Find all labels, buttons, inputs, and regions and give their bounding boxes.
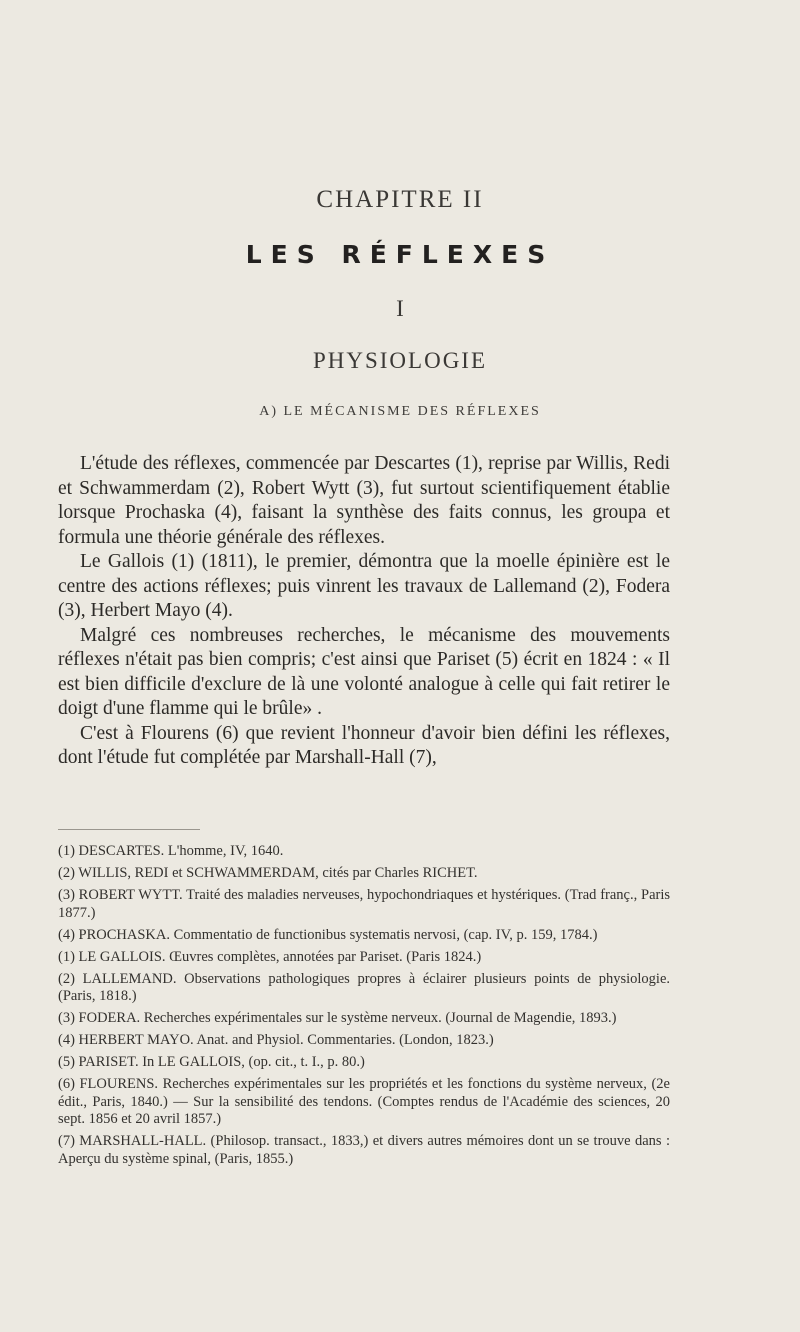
footnote: (7) MARSHALL-HALL. (Philosop. transact., 1833,) et divers autres mémoires dont un se trouve dans : Aperçu du système spinal, (Paris, 1855.) [58, 1133, 670, 1167]
footnote-divider [58, 829, 200, 830]
footnote: (1) DESCARTES. L'homme, IV, 1640. [58, 843, 284, 859]
footnote: (5) PARISET. In LE GALLOIS, (op. cit., t. I., p. 80.) [58, 1054, 365, 1070]
footnote: (2) LALLEMAND. Observations pathologiques propres à éclairer plusieurs points de physiologie. (Paris, 1818.) [58, 970, 670, 1004]
footnote: (2) WILLIS, REDI et SCHWAMMERDAM, cités par Charles RICHET. [58, 865, 478, 881]
paragraph: L'étude des réflexes, commencée par Descartes (1), reprise par Willis, Redi et Schwammerdam (2), Robert Wytt (3), fut surtout scientifiquement établie lorsque Prochaska (4), faisant la synthèse des faits connus, les groupa et formula une théorie générale des réflexes. [58, 453, 670, 548]
footnote: (6) FLOURENS. Recherches expérimentales sur les propriétés et les fonctions du système nerveux, (2e édit., Paris, 1840.) — Sur la sensibilité des tendons. (Comptes rendus de l'Académie des sciences, 20 sept. 1856 et 20 avril 1857.) [58, 1076, 670, 1127]
footnote: (3) FODERA. Recherches expérimentales sur le système nerveux. (Journal de Magendie, 1893.) [58, 1010, 617, 1026]
body-text [58, 452, 670, 771]
paragraph: Malgré ces nombreuses recherches, le mécanisme des mouvements réflexes n'était pas bien compris; c'est ainsi que Pariset (5) écrit en 1824 : « Il est bien difficile d'exclure de là une volonté analogue à celle qui fait retirer le doigt d'une flamme qui le brûle» . [58, 624, 670, 719]
chapter-heading: CHAPITRE II [316, 186, 484, 213]
footnote: (4) PROCHASKA. Commentatio de functionibus systematis nervosi, (cap. IV, p. 159, 1784.) [58, 926, 598, 943]
chapter-title: LES RÉFLEXES [245, 240, 555, 269]
subsection-heading: A) LE MÉCANISME DES RÉFLEXES [259, 404, 541, 419]
footnote: (1) LE GALLOIS. Œuvres complètes, annotées par Pariset. (Paris 1824.) [58, 948, 482, 965]
footnote: (4) HERBERT MAYO. Anat. and Physiol. Commentaries. (London, 1823.) [58, 1032, 494, 1048]
footnote: (3) ROBERT WYTT. Traité des maladies nerveuses, hypochondriaques et hystériques. (Trad franç., Paris 1877.) [58, 887, 670, 921]
part-number: I [396, 296, 404, 321]
paragraph: Le Gallois (1) (1811), le premier, démontra que la moelle épinière est le centre des actions réflexes; puis vinrent les travaux de Lallemand (2), Fodera (3), Herbert Mayo (4). [58, 551, 670, 621]
section-heading: PHYSIOLOGIE [312, 348, 488, 373]
footnotes [58, 843, 670, 1173]
paragraph: C'est à Flourens (6) que revient l'honneur d'avoir bien défini les réflexes, dont l'étude fut complétée par Marshall-Hall (7), [58, 722, 670, 768]
